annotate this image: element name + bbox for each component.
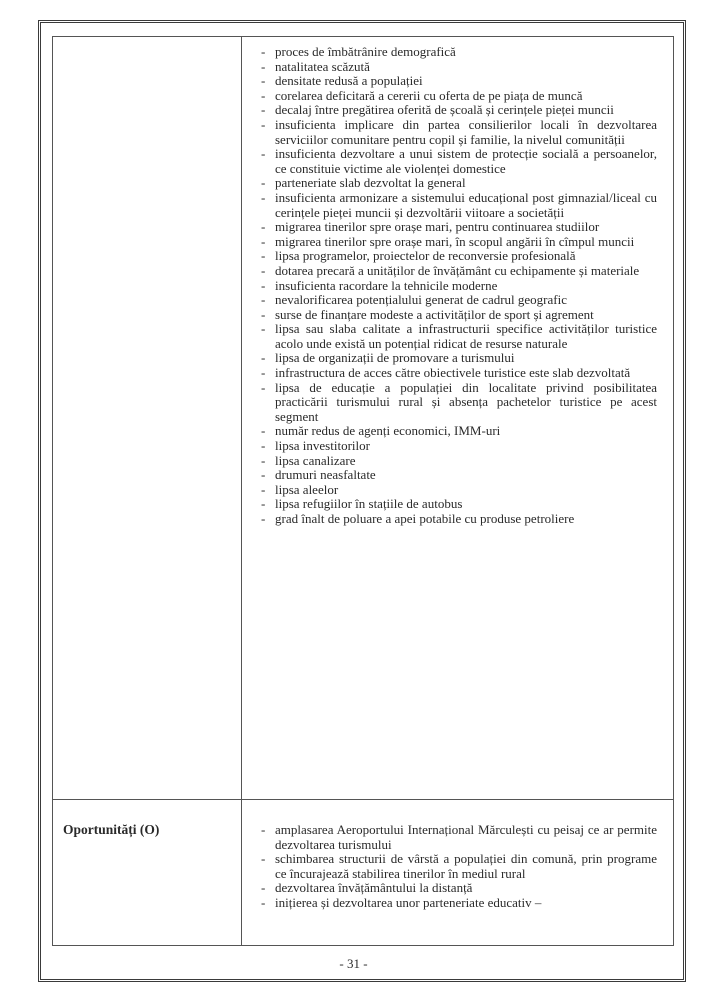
list-item: - dotarea precară a unităților de învățământ cu echipamente și materiale — [251, 264, 657, 279]
list-item: - parteneriate slab dezvoltat la general — [251, 176, 657, 191]
list-item: - natalitatea scăzută — [251, 60, 657, 75]
list-item: - insuficienta racordare la tehnicile moderne — [251, 279, 657, 294]
list-item: - lipsa sau slaba calitate a infrastructurii specifice activităților turistice acolo unde există un potențial ridicat de resurse naturale — [251, 322, 657, 351]
list-item: - număr redus de agenți economici, IMM-uri — [251, 424, 657, 439]
opportunities-label: Oportunități (O) — [63, 822, 160, 837]
weaknesses-cell — [251, 45, 657, 527]
list-item: - lipsa de organizații de promovare a turismului — [251, 351, 657, 366]
column-divider — [241, 37, 242, 945]
list-item: - insuficienta implicare din partea consilierilor locali în dezvoltarea serviciilor comunitare pentru copil și familie, la nivelul comunității — [251, 118, 657, 147]
list-item: - lipsa refugiilor în stațiile de autobus — [251, 497, 657, 512]
list-item: - lipsa de educație a populației din localitate privind posibilitatea practicării turismului rural și absența pachetelor turistice pe acest segment — [251, 381, 657, 425]
row-divider — [53, 799, 673, 800]
list-item: - nevalorificarea potențialului generat de cadrul geografic — [251, 293, 657, 308]
list-item: - inițierea și dezvoltarea unor parteneriate educativ – — [251, 896, 657, 911]
swot-table — [52, 36, 674, 946]
list-item: - densitate redusă a populației — [251, 74, 657, 89]
list-item: - infrastructura de acces către obiectivele turistice este slab dezvoltată — [251, 366, 657, 381]
list-item: - proces de îmbătrânire demografică — [251, 45, 657, 60]
list-item: - amplasarea Aeroportului Internațional Mărculești cu peisaj ce ar permite dezvoltarea turismului — [251, 823, 657, 852]
list-item: - migrarea tinerilor spre orașe mari, în scopul angării în cîmpul muncii — [251, 235, 657, 250]
list-item: - schimbarea structurii de vârstă a populației din comună, prin programe ce încurajează stabilirea tinerilor în mediul rural — [251, 852, 657, 881]
list-item: - decalaj între pregătirea oferită de școală și cerințele pieței muncii — [251, 103, 657, 118]
list-item: - insuficienta armonizare a sistemului educațional post gimnazial/liceal cu cerințele pieței muncii și dezvoltării viitoare a societății — [251, 191, 657, 220]
list-item: - migrarea tinerilor spre orașe mari, pentru continuarea studiilor — [251, 220, 657, 235]
list-item: - insuficienta dezvoltare a unui sistem de protecție socială a persoanelor, ce constituie victime ale violenței domestice — [251, 147, 657, 176]
list-item: - lipsa programelor, proiectelor de reconversie profesională — [251, 249, 657, 264]
list-item: - grad înalt de poluare a apei potabile cu produse petroliere — [251, 512, 657, 527]
list-item: - lipsa canalizare — [251, 454, 657, 469]
list-item: - dezvoltarea învățământului la distanță — [251, 881, 657, 896]
opportunities-cell — [251, 823, 657, 911]
list-item: - drumuri neasfaltate — [251, 468, 657, 483]
weaknesses-list — [251, 45, 657, 527]
list-item: - lipsa aleelor — [251, 483, 657, 498]
list-item: - corelarea deficitară a cererii cu oferta de pe piața de muncă — [251, 89, 657, 104]
list-item: - lipsa investitorilor — [251, 439, 657, 454]
list-item: - surse de finanțare modeste a activităților de sport și agrement — [251, 308, 657, 323]
opportunities-list — [251, 823, 657, 911]
page-number: - 31 - — [339, 956, 368, 971]
